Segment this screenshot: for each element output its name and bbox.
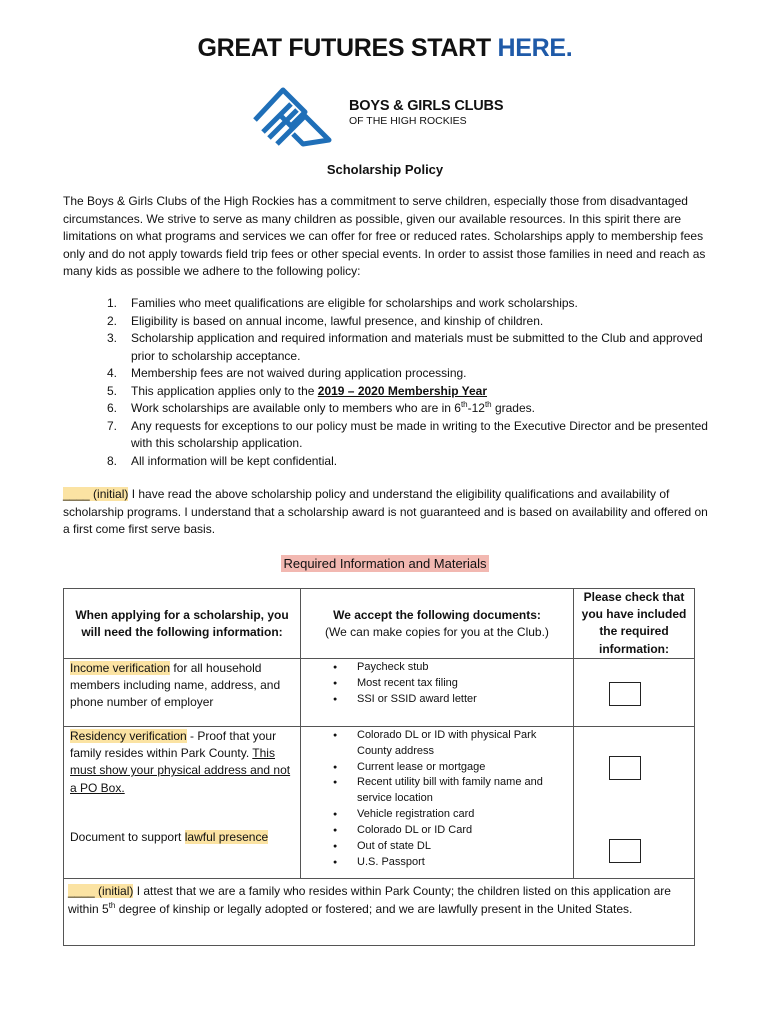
list-item: ● Colorado DL or ID with physical Park County address <box>333 728 569 760</box>
table-row-divider <box>63 726 695 727</box>
list-item: ● Colorado DL or ID Card <box>333 823 569 839</box>
residency-documents-list <box>333 728 569 823</box>
policy-acknowledgement: ____ (initial) I have read the above scholarship policy and understand the eligibility qualifications and availability of scholarship programs. I understand that a scholarship award is not guaranteed and is based on availability and offered on a first come first serve basis. <box>63 487 708 536</box>
list-item: ● U.S. Passport <box>333 855 569 871</box>
list-item: ● Most recent tax filing <box>333 676 569 692</box>
club-logo-icon <box>243 80 343 152</box>
requirements-table <box>63 588 695 946</box>
club-logo <box>243 80 533 152</box>
org-subname: OF THE HIGH ROCKIES <box>349 115 467 127</box>
policy-list <box>63 295 711 470</box>
table-col-divider <box>300 588 301 878</box>
income-checkbox[interactable] <box>609 682 641 706</box>
membership-year: 2019 – 2020 Membership Year <box>317 383 488 398</box>
lawful-presence-checkbox[interactable] <box>609 839 641 863</box>
residency-requirement: Residency verification - Proof that your family resides within Park County. This must show your physical address and not a PO Box. <box>70 729 291 795</box>
policy-item: 7. Any requests for exceptions to our policy must be made in writing to the Executive Director and be presented with this scholarship application. <box>107 418 708 450</box>
attest-initial-field[interactable]: ____ (initial) <box>68 884 134 898</box>
policy-item: 6. Work scholarships are available only to members who are in 6th-12th grades. <box>107 400 535 415</box>
headline <box>0 34 770 63</box>
residency-checkbox[interactable] <box>609 756 641 780</box>
list-item: ● Current lease or mortgage <box>333 760 569 776</box>
policy-item: 2. Eligibility is based on annual income, lawful presence, and kinship of children. <box>107 313 544 328</box>
list-item: ● SSI or SSID award letter <box>333 692 569 708</box>
list-item: ● Paycheck stub <box>333 660 569 676</box>
list-item: ● Out of state DL <box>333 839 569 855</box>
lawful-presence-documents-list <box>333 823 569 870</box>
lawful-presence-requirement: Document to support lawful presence <box>70 830 269 844</box>
org-name: BOYS & GIRLS CLUBS <box>349 98 504 114</box>
income-documents-list <box>333 660 569 707</box>
col3-header: Please check that you have included the required information: <box>581 590 687 656</box>
table-col-divider <box>573 588 574 878</box>
policy-intro: The Boys & Girls Clubs of the High Rockies has a commitment to serve children, especially those from disadvantaged circumstances. We strive to serve as many children as possible, given our available resources. In this spirit there are limitations on what programs and services we can offer for free or reduced rates. Scholarships apply to membership fees only and do not apply towards field trip fees or other special events. In order to assist those families in need and reach as many kids as possible we adhere to the following policy: <box>63 194 706 278</box>
table-row-divider <box>63 658 695 659</box>
list-item: ● Recent utility bill with family name and service location <box>333 775 569 807</box>
headline-main: GREAT FUTURES START <box>197 34 498 62</box>
list-item: ● Vehicle registration card <box>333 807 569 823</box>
policy-item: 8. All information will be kept confidential. <box>107 453 338 468</box>
income-requirement: Income verification for all household members including name, address, and phone number of employer <box>70 661 281 710</box>
policy-item: 5. This application applies only to the 2019 – 2020 Membership Year <box>107 383 488 398</box>
headline-accent: HERE. <box>497 34 573 62</box>
policy-item: 1. Families who meet qualifications are eligible for scholarships and work scholarships. <box>107 296 578 310</box>
ack-initial-field[interactable]: ____ (initial) <box>63 487 129 501</box>
table-border-right <box>694 588 695 946</box>
policy-item: 3. Scholarship application and required information and materials must be submitted to the Club and approved prior to scholarship acceptance. <box>107 331 703 363</box>
policy-title: Scholarship Policy <box>326 162 444 177</box>
table-border-left <box>63 588 64 946</box>
col1-header: When applying for a scholarship, you will need the following information: <box>75 608 289 640</box>
required-title-wrap <box>0 555 770 573</box>
required-title: Required Information and Materials <box>283 556 487 571</box>
table-border-bottom <box>63 945 695 946</box>
attestation: ____ (initial) I attest that we are a family who resides within Park County; the children listed on this application are within 5th degree of kinship or legally adopted or fostered; and we are lawfully present in the United States. <box>68 884 671 916</box>
policy-item: 4. Membership fees are not waived during application processing. <box>107 366 467 380</box>
table-row-divider <box>63 878 695 879</box>
col2-header: We accept the following documents: (We can make copies for you at the Club.) <box>325 608 549 640</box>
